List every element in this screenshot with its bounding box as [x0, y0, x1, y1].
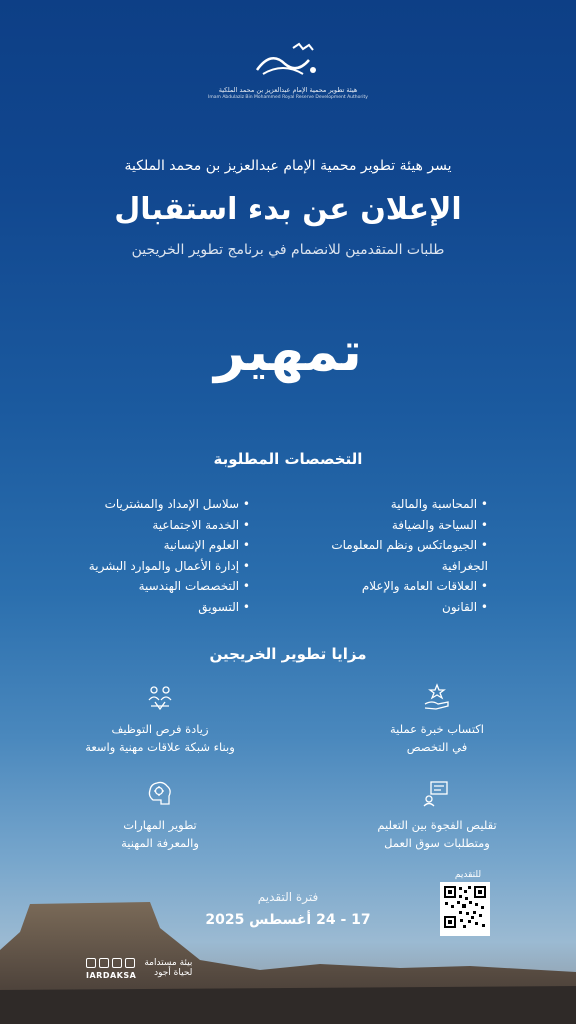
x-icon[interactable] — [86, 958, 96, 968]
benefit-line1: اكتساب خبرة عملية — [390, 722, 484, 736]
specialization-item: • إدارة الأعمال والموارد البشرية — [50, 556, 250, 577]
specialization-item: • الخدمة الاجتماعية — [50, 515, 250, 536]
authority-logo — [0, 40, 576, 100]
specialization-item: • سلاسل الإمداد والمشتريات — [50, 494, 250, 515]
benefit-line2: والمعرفة المهنية — [121, 836, 199, 850]
social-handle: IARDAKSA — [86, 971, 137, 980]
slogan-line1: بيئة مستدامة — [144, 958, 193, 968]
slogan-line2: لحياة أجود — [154, 968, 193, 978]
star-hand-icon — [422, 682, 452, 712]
specialization-item: • المحاسبة والمالية — [288, 494, 488, 515]
footer-social — [86, 958, 136, 980]
logo-english-name: Imam Abdulaziz Bin Mohammed Royal Reserve Development Authority — [208, 95, 368, 100]
benefit-line1: تقليص الفجوة بين التعليم — [377, 818, 497, 832]
specializations-right-list — [288, 494, 488, 617]
benefit-line2: ومتطلبات سوق العمل — [384, 836, 490, 850]
specialization-item: • التخصصات الهندسية — [50, 576, 250, 597]
benefit-item-skills — [85, 778, 235, 852]
reserve-logo-icon — [253, 40, 323, 82]
apply-qr-code[interactable] — [440, 882, 490, 936]
specialization-item: • السياحة والضيافة — [288, 515, 488, 536]
social-icons — [86, 958, 136, 968]
specialization-item: • العلاقات العامة والإعلام — [288, 576, 488, 597]
linkedin-icon[interactable] — [99, 958, 109, 968]
network-people-icon — [145, 682, 175, 712]
footer-slogan — [144, 958, 192, 978]
intro-text: يسر هيئة تطوير محمية الإمام عبدالعزيز بن محمد الملكية — [124, 158, 452, 174]
specialization-item: • التسويق — [50, 597, 250, 618]
benefit-line2: وبناء شبكة علاقات مهنية واسعة — [85, 740, 235, 754]
benefits-title: مزايا تطوير الخريجين — [209, 645, 367, 663]
benefit-line2: في التخصص — [406, 740, 468, 754]
footer-block — [86, 958, 192, 980]
qr-code-icon — [442, 884, 488, 930]
specialization-item: • العلوم الإنسانية — [50, 535, 250, 556]
apply-period-dates: 17 - 24 أغسطس 2025 — [205, 912, 371, 928]
headline: الإعلان عن بدء استقبال — [114, 192, 462, 227]
specializations-title: التخصصات المطلوبة — [213, 450, 363, 468]
specialization-item: • القانون — [288, 597, 488, 618]
specializations-left-list — [50, 494, 250, 617]
benefit-item-gap — [362, 778, 512, 852]
education-work-icon — [422, 778, 452, 808]
specialization-item: • الجيوماتكس ونظم المعلومات الجغرافية — [288, 535, 488, 576]
apply-period-label: فترة التقديم — [257, 890, 319, 904]
benefit-item-employment — [85, 682, 235, 756]
benefit-line1: تطوير المهارات — [123, 818, 197, 832]
subline: طلبات المتقدمين للانضمام في برنامج تطوير الخريجين — [131, 242, 445, 258]
benefit-line1: زيادة فرص التوظيف — [111, 722, 209, 736]
program-name: تمهير — [214, 320, 362, 383]
benefit-item-experience — [362, 682, 512, 756]
logo-arabic-name: هيئة تطوير محمية الإمام عبدالعزيز بن محمد الملكية — [218, 86, 358, 94]
qr-label: للتقديم — [454, 870, 482, 880]
youtube-icon[interactable] — [112, 958, 122, 968]
brain-gear-icon — [145, 778, 175, 808]
instagram-icon[interactable] — [125, 958, 135, 968]
